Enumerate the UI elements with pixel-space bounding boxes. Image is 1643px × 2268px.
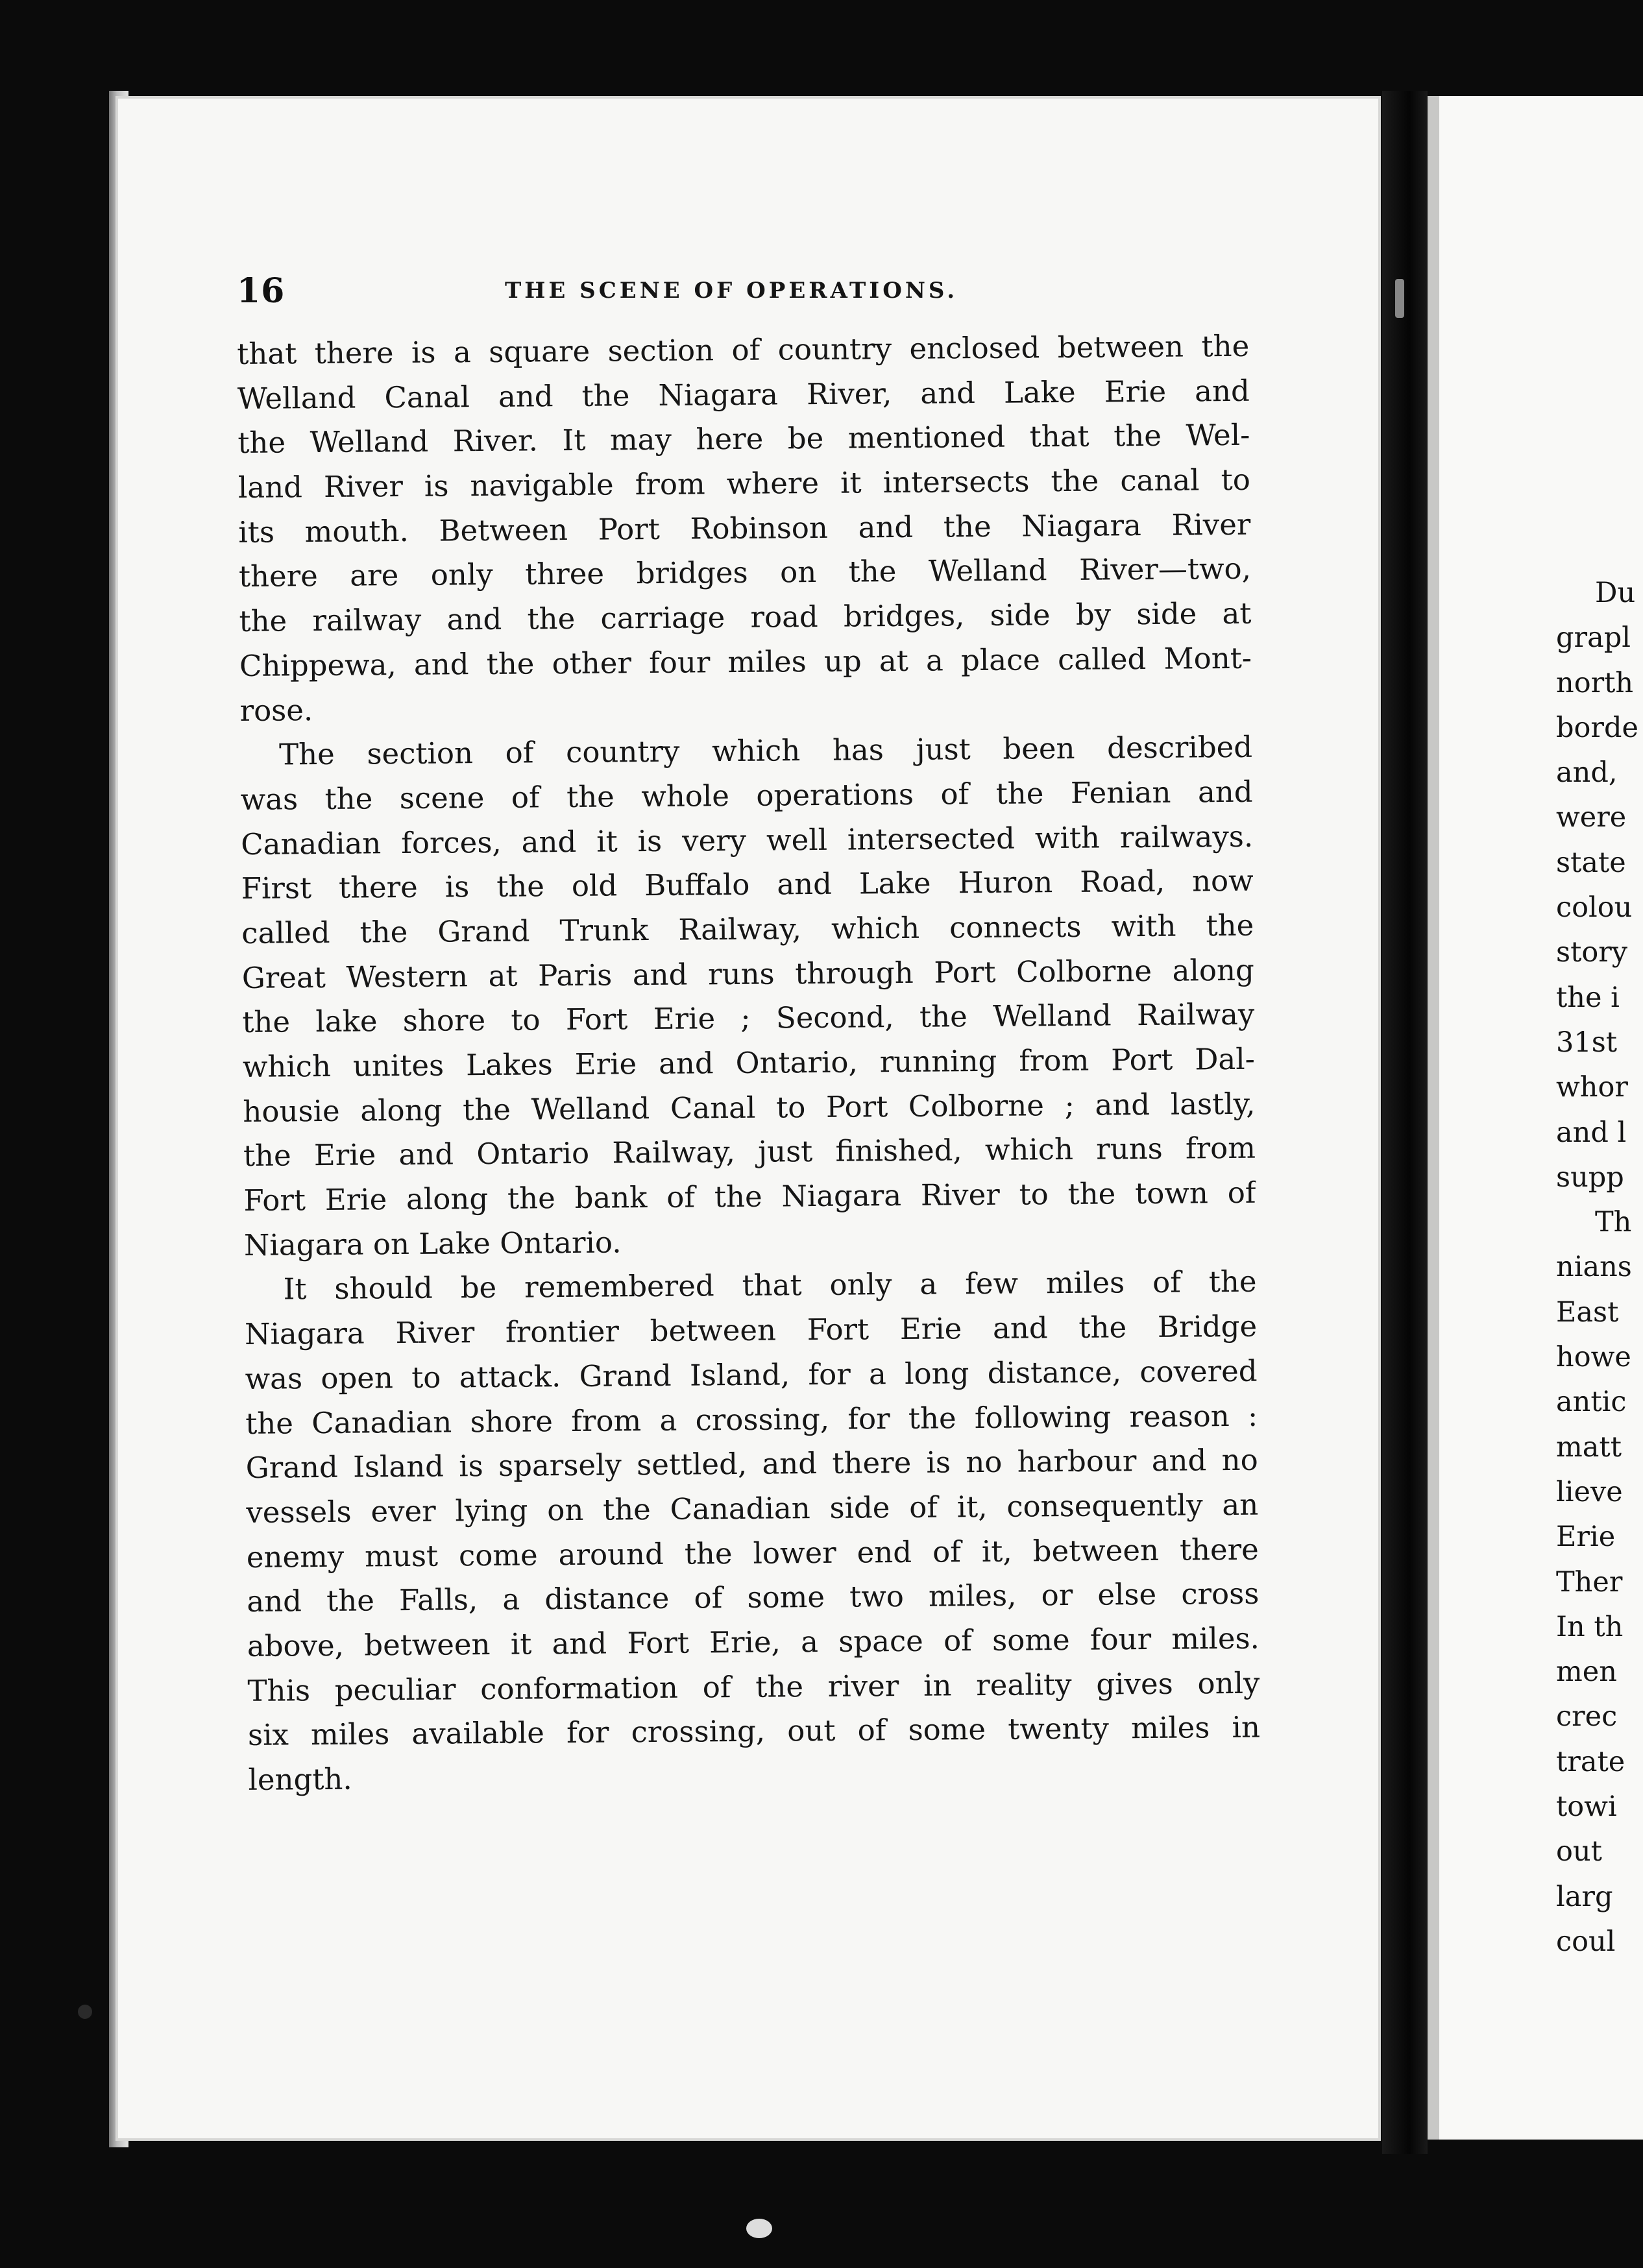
fragment-line: the i	[1556, 981, 1620, 1014]
fragment-line: Ther	[1556, 1565, 1623, 1598]
text-line: vessels ever lying on the Canadian side of it, consequently an	[246, 1487, 1259, 1530]
fragment-line: colou	[1556, 891, 1633, 924]
fragment-line: nians	[1556, 1251, 1632, 1284]
fragment-line: Th	[1595, 1206, 1632, 1239]
fragment-line: were	[1556, 801, 1627, 834]
text-line: This peculiar conformation of the river in reality gives only	[247, 1665, 1260, 1708]
text-line: land River is navigable from where it intersects the canal to	[237, 462, 1251, 505]
fragment-line: Du	[1595, 577, 1636, 609]
text-line: Great Western at Paris and runs through Port Colborne along	[241, 952, 1254, 995]
page-number: 16	[237, 271, 286, 311]
right-page-text-fragments	[1556, 571, 1638, 1964]
fragment-line: 31st	[1556, 1026, 1618, 1059]
fragment-line: supp	[1556, 1161, 1624, 1194]
text-line: was the scene of the whole operations of the Fenian and	[240, 774, 1253, 817]
text-line: First there is the old Buffalo and Lake Huron Road, now	[241, 863, 1254, 906]
text-line: The section of country which has just been described	[278, 729, 1253, 772]
text-line: Canadian forces, and it is very well intersected with railways.	[240, 819, 1254, 862]
fragment-line: north	[1556, 666, 1634, 699]
fragment-line: towi	[1556, 1791, 1617, 1824]
text-line: Welland Canal and the Niagara River, and Lake Erie and	[237, 373, 1250, 416]
fragment-line: whor	[1556, 1071, 1628, 1104]
text-line: its mouth. Between Port Robinson and the Niagara River	[238, 507, 1251, 549]
text-line: housie along the Welland Canal to Port Colborne ; and lastly,	[243, 1086, 1256, 1129]
fragment-line: coul	[1556, 1925, 1616, 1958]
text-line: length.	[248, 1761, 352, 1797]
text-line: the Erie and Ontario Railway, just finished, which runs from	[243, 1131, 1256, 1174]
text-line: Niagara on Lake Ontario.	[243, 1225, 622, 1262]
scan-speck	[746, 2219, 772, 2238]
fragment-line: matt	[1556, 1430, 1622, 1464]
running-head: THE SCENE OF OPERATIONS.	[505, 278, 958, 304]
text-line: the Canadian shore from a crossing, for the following reason :	[245, 1398, 1258, 1441]
book-gutter	[1382, 91, 1428, 2154]
fragment-line: trate	[1556, 1745, 1625, 1778]
text-line: the Welland River. It may here be mentioned that the Wel-	[237, 418, 1250, 461]
text-line: and the Falls, a distance of some two miles, or else cross	[247, 1576, 1260, 1619]
fragment-line: and l	[1556, 1116, 1627, 1149]
text-line: Fort Erie along the bank of the Niagara River to the town of	[243, 1175, 1256, 1218]
fragment-line: story	[1556, 936, 1628, 969]
text-line: which unites Lakes Erie and Ontario, running from Port Dal-	[242, 1041, 1256, 1084]
text-line: that there is a square section of country enclosed between the	[237, 328, 1250, 371]
text-line: Chippewa, and the other four miles up at a place called Mont-	[239, 640, 1252, 683]
fragment-line: and,	[1556, 756, 1618, 790]
text-line: called the Grand Trunk Railway, which connects with the	[241, 908, 1254, 950]
fragment-line: borde	[1556, 711, 1638, 744]
text-line: there are only three bridges on the Welland River—two,	[238, 551, 1252, 594]
fragment-line: out	[1556, 1835, 1602, 1868]
text-line: was open to attack. Grand Island, for a long distance, covered	[245, 1353, 1258, 1396]
text-line: six miles available for crossing, out of some twenty miles in	[247, 1709, 1261, 1753]
fragment-line: In th	[1556, 1610, 1624, 1643]
fragment-line: larg	[1556, 1880, 1613, 1913]
fragment-line: Erie	[1556, 1521, 1616, 1554]
fragment-line: East	[1556, 1296, 1619, 1329]
text-line: rose.	[239, 692, 313, 728]
text-line: Grand Island is sparsely settled, and there is no harbour and no	[245, 1442, 1258, 1486]
body-text	[237, 324, 1261, 1803]
text-line: Niagara River frontier between Fort Erie and the Bridge	[244, 1309, 1258, 1352]
text-line: It should be remembered that only a few miles of the	[283, 1264, 1257, 1307]
scan-speck	[78, 2005, 92, 2019]
fragment-line: men	[1556, 1656, 1617, 1689]
text-line: the railway and the carriage road bridges, side by side at	[239, 596, 1252, 639]
fragment-line: grapl	[1556, 621, 1631, 655]
fragment-line: antic	[1556, 1386, 1627, 1419]
fragment-line: crec	[1556, 1700, 1618, 1733]
text-line: above, between it and Fort Erie, a space of some four miles.	[247, 1621, 1260, 1663]
fragment-line: lieve	[1556, 1475, 1623, 1508]
scan-speck	[1395, 279, 1404, 318]
text-line: enemy must come around the lower end of it, between there	[246, 1532, 1259, 1574]
fragment-line: howe	[1556, 1341, 1631, 1374]
fragment-line: state	[1556, 846, 1626, 879]
text-line: the lake shore to Fort Erie ; Second, the Welland Railway	[242, 997, 1255, 1040]
